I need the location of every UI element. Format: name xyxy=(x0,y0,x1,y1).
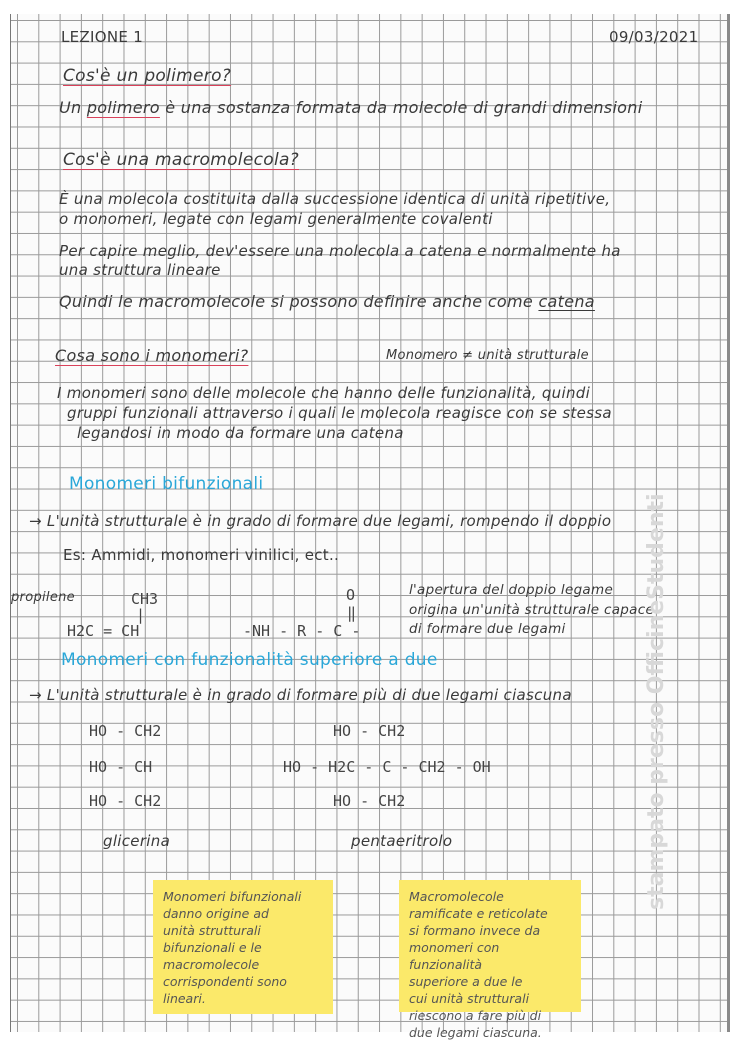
lesson-date: 09/03/2021 xyxy=(609,28,699,46)
amide-formula: -NH - R - C - xyxy=(243,622,361,640)
bond-line: | xyxy=(136,606,146,624)
heading-bifunzionali: Monomeri bifunzionali xyxy=(69,474,264,494)
funzionalita-superiore-description: → L'unità strutturale è in grado di formare più di due legami ciascuna xyxy=(29,686,572,704)
sticky-note-ramificate: Macromolecole ramificate e reticolate si formano invece da monomeri con funzionalità superiore a due le cui unità strutturali riescono a fare più di due legami ciascuna. xyxy=(399,880,581,1012)
bifunzionali-description: → L'unità strutturale è in grado di formare due legami, rompendo il doppio xyxy=(29,512,612,530)
apertura-note-line2: origina un'unità strutturale capace xyxy=(409,602,655,618)
glicerina-label: glicerina xyxy=(103,832,171,850)
watermark: stampato presso OfficineStudenti xyxy=(644,493,669,910)
pentaeritrolo-label: pentaeritrolo xyxy=(351,832,453,850)
propilene-label: propilene xyxy=(11,590,75,605)
question-macromolecola: Cos'è una macromolecola? xyxy=(63,150,300,170)
answer-monomeri-line2: gruppi funzionali attraverso i quali le molecola reagisce con se stessa xyxy=(67,404,612,422)
answer-polimero: Un polimero è una sostanza formata da molecole di grandi dimensioni xyxy=(59,98,643,117)
heading-funzionalita-superiore: Monomeri con funzionalità superiore a due xyxy=(61,650,438,670)
answer-monomeri-line3: legandosi in modo da formare una catena xyxy=(77,424,404,442)
lesson-title: LEZIONE 1 xyxy=(61,28,144,46)
answer-monomeri-line1: I monomeri sono delle molecole che hanno delle funzionalità, quindi xyxy=(57,384,591,402)
ch3-group: CH3 xyxy=(131,590,159,608)
apertura-note-line3: di formare due legami xyxy=(409,621,566,637)
glicerina-line2: HO - CH xyxy=(89,758,153,776)
apertura-note-line1: l'apertura del doppio legame xyxy=(409,582,614,598)
answer-macromolecola-line1: È una molecola costituita dalla successione identica di unità ripetitive, xyxy=(59,190,611,208)
monomer-note: Monomero ≠ unità strutturale xyxy=(386,348,589,363)
paragraph-catena-line1: Per capire meglio, dev'essere una molecola a catena e normalmente ha xyxy=(59,242,621,260)
pentaeritrolo-line2: HO - H2C - C - CH2 - OH xyxy=(283,758,491,776)
sticky-note-bifunzionali: Monomeri bifunzionali danno origine ad unità strutturali bifunzionali e le macromolecole corrispondenti sono lineari. xyxy=(153,880,333,1014)
bifunzionali-examples: Es: Ammidi, monomeri vinilici, ect.. xyxy=(63,546,340,564)
pentaeritrolo-line3: HO - CH2 xyxy=(333,792,406,810)
glicerina-line3: HO - CH2 xyxy=(89,792,162,810)
propilene-formula: H2C = CH xyxy=(67,622,140,640)
amide-oxygen: O xyxy=(346,586,356,604)
double-bond: ‖ xyxy=(347,604,357,622)
paragraph-quindi: Quindi le macromolecole si possono definire anche come catena xyxy=(59,292,595,311)
notebook-page xyxy=(10,14,730,1040)
glicerina-line1: HO - CH2 xyxy=(89,722,162,740)
pentaeritrolo-line1: HO - CH2 xyxy=(333,722,406,740)
paragraph-catena-line2: una struttura lineare xyxy=(59,261,221,279)
answer-macromolecola-line2: o monomeri, legate con legami generalmente covalenti xyxy=(59,210,493,228)
question-polimero: Cos'è un polimero? xyxy=(63,66,232,86)
question-monomeri: Cosa sono i monomeri? xyxy=(55,346,249,365)
